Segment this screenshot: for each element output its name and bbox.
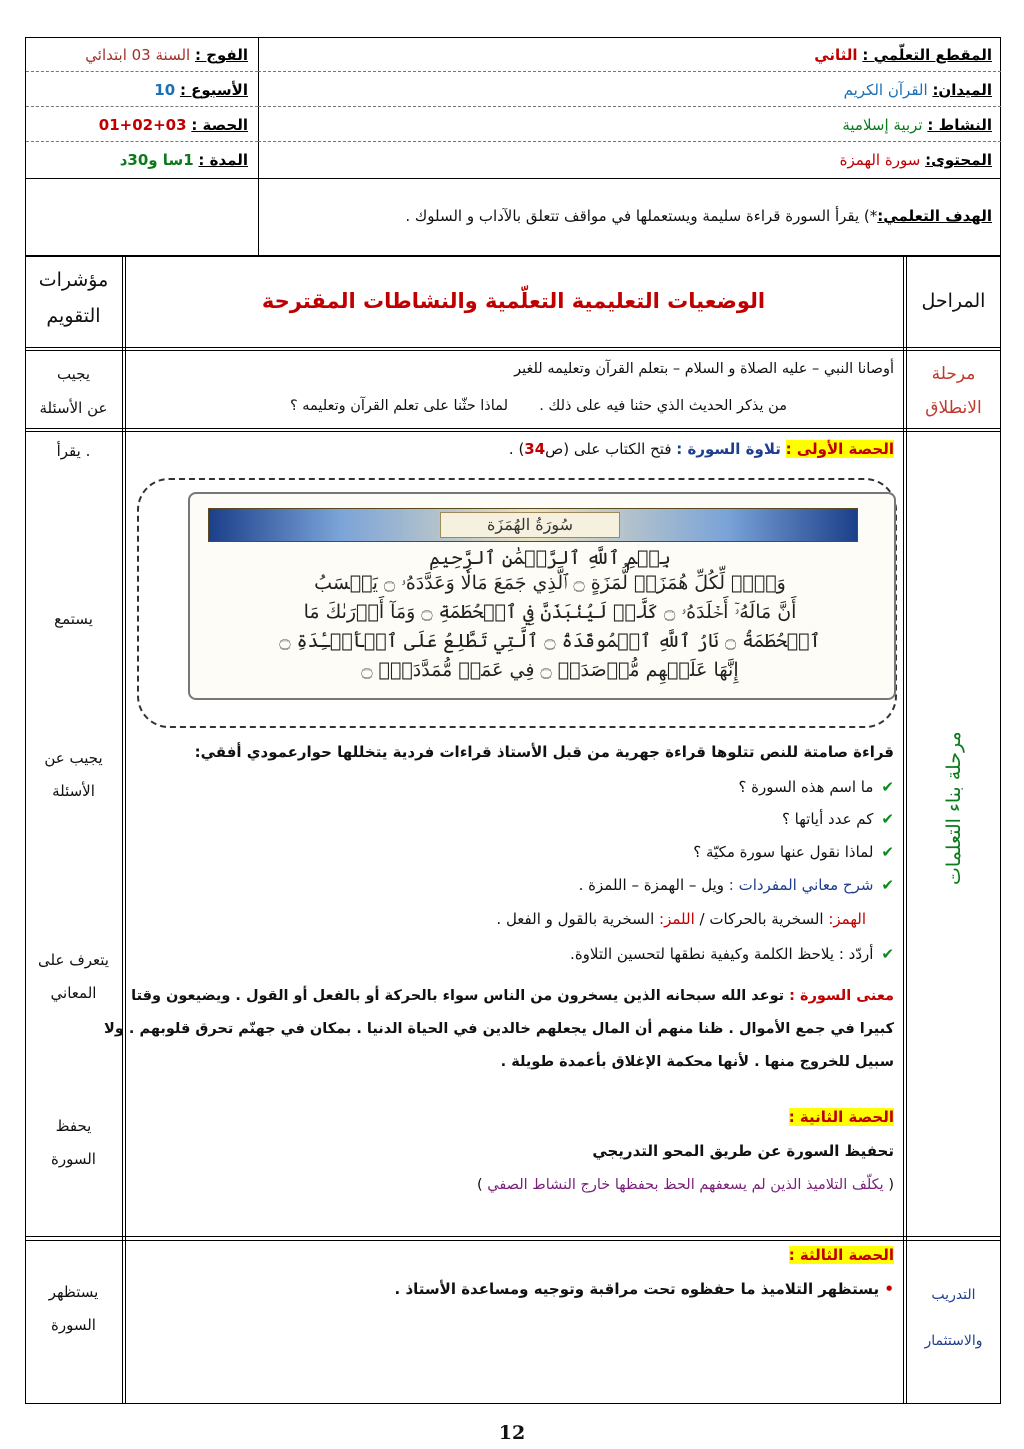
mudda-value: 1سا و30د [119,151,194,169]
question-2 [782,810,894,828]
meaning-label: معنى السورة : [789,988,894,1004]
indicator-memorize [25,1110,122,1176]
maqta-label: المقطع التعلّمي : [862,46,992,64]
maqta-row [814,46,992,64]
nashat-label: النشاط : [927,116,992,134]
check-icon: ✔ [881,843,894,861]
lesson-table [25,256,1001,1404]
build-stage: مرحلة بناء التعلمات [943,731,965,885]
launch-stage [906,357,1001,425]
session3-label-line [789,1246,894,1264]
check-icon: ✔ [881,778,894,796]
indicator-listens: يستمع [54,610,93,628]
launch-line2 [290,395,787,417]
launch-indicator [25,357,122,425]
hadaf-label: الهدف التعلمي: [877,207,992,225]
note-open-paren: ( [888,1177,894,1193]
repeat-line [570,945,894,963]
bullet-icon: • [884,1280,894,1298]
launch-question-b: لماذا حثّنا على تعلم القرآن وتعليمه ؟ [289,398,508,414]
launch-indicator-line1: يجيب [56,365,91,383]
usbu-label: الأسبوع : [179,81,248,99]
indicator-meanings-line2: المعاني [50,984,97,1002]
session1-title: تلاوة السورة : [676,440,781,458]
session2-note: يكلّف التلاميذ الذين لم يسعفهم الحظ بحفظها خارج النشاط الصفي [487,1177,884,1193]
session2-label-line [789,1108,894,1126]
session1-text-a: فتح الكتاب على (ص [545,440,672,458]
hamz-value: السخرية بالحركات [709,910,824,928]
usbu-row [154,81,248,99]
launch-indicator-line2: عن الأسئلة [39,399,108,417]
muhtawa-label: المحتوى: [925,151,992,169]
indicator-answers-line1: يجيب عن [44,749,103,767]
check-icon: ✔ [881,810,894,828]
reading-instructions: قراءة صامتة للنص تتلوها قراءة جهرية من قبل الأستاذ قراءات فردية يتخللها حوارعمودي أفقي: [194,743,894,761]
hadaf-value: *) يقرأ السورة قراءة سليمة ويستعملها في مواقف تتعلق بالآداب و السلوك . [405,207,878,225]
meaning-line-2: كبيرا في جمع الأموال . ظنا منهم أن المال يجعلهم خالدين في الحياة الدنيا . بمكان في جهنّم تحرق قلوبهم . ولا [104,1021,894,1037]
nashat-value: تربية إسلامية [842,116,923,134]
session1-text-b: ) . [508,440,525,458]
hissa-label: الحصة : [191,116,248,134]
usbu-value: 10 [154,81,176,99]
midan-row [844,81,992,99]
quran-line-1: وَيۡلٞ لِّكُلِّ هُمَزَةٖ لُّمَزَةٍ ۝ ٱلَّذِي جَمَعَ مَالٗا وَعَدَّدَهُۥ ۝ يَحۡسَبُ [314,572,786,594]
repeat-value: يلاحظ الكلمة وكيفية نطقها لتحسين التلاوة. [570,945,835,963]
practice-stage-line2: والاستثمار [924,1333,983,1349]
meaning-line-1: توعد الله سبحانه الذين يسخرون من الناس سواء بالحركة أو بالفعل أو القول . ويضيعون وقتا [131,988,785,1004]
fawj-row [85,46,248,64]
indicator-meanings [25,944,122,1010]
indicator-reads: يقرأ . [56,442,91,460]
question-2-text: كم عدد أياتها ؟ [781,810,874,828]
indicators-header-line1: مؤشرات [38,269,109,291]
session2-note-line [477,1177,894,1193]
stages-header: المراحل [921,290,986,312]
indicators-header-line2: التقويم [46,305,101,327]
hissa-value: 01+02+03 [98,116,187,134]
session1-line [509,440,894,458]
vocab-value: ويل – الهمزة – اللمزة . [578,876,724,894]
question-1-text: ما اسم هذه السورة ؟ [738,778,874,796]
page-number: 12 [498,1422,526,1444]
practice-stage-line1: التدريب [931,1287,976,1303]
meaning-block [104,980,894,1079]
launch-stage-line1: مرحلة [931,364,976,384]
fawj-label: الفوج : [194,46,248,64]
hadaf-row [405,207,992,225]
maqta-value: الثاني [814,46,858,64]
launch-line1: أوصانا النبي – عليه الصلاة و السلام – بتعلم القرآن وتعليمه للغير [514,361,894,377]
session1-page: 34 [524,440,546,458]
session2-label: الحصة الثانية : [788,1108,894,1126]
indicator-answers-line2: الأسئلة [52,782,95,800]
question-3-text: لماذا نقول عنها سورة مكيّة ؟ [693,843,874,861]
session2-text: تحفيظ السورة عن طريق المحو التدريجي [592,1142,894,1160]
practice-stage [906,1272,1001,1364]
launch-stage-line2: الانطلاق [925,398,982,418]
lamz-separator: / [699,910,705,928]
indicator-memorize-line2: السورة [51,1150,96,1168]
practice-indicator-line2: السورة [51,1316,96,1334]
midan-value: القرآن الكريم [843,81,928,99]
fawj-value: السنة 03 ابتدائي [85,46,191,64]
mudda-label: المدة : [198,151,248,169]
nashat-row [842,116,992,134]
practice-indicator [25,1276,122,1342]
repeat-label: أردّد : [838,945,874,963]
vocab-line [579,876,894,894]
session1-label: الحصة الأولى : [785,440,894,458]
quran-line-4: إِنَّهَا عَلَيۡهِم مُّؤۡصَدَةٞ ۝ فِي عَمَدٖ مُّمَدَّدَةِۭ ۝ [361,659,739,681]
hissa-row [99,116,248,134]
indicator-meanings-line1: يتعرف على [38,951,109,969]
launch-question-a: من يذكر الحديث الذي حثنا فيه على ذلك . [539,398,787,414]
indicators-header [25,262,122,334]
indicator-memorize-line1: يحفظ [55,1117,92,1135]
lamz-value: السخرية بالقول و الفعل . [496,910,655,928]
practice-indicator-line1: يستظهر [48,1283,99,1301]
hamz-lamz-line [496,910,866,928]
midan-label: الميدان: [932,81,992,99]
practice-text: يستظهر التلاميذ ما حفظوه تحت مراقبة وتوجيه ومساعدة الأستاذ . [394,1280,880,1298]
quran-line-2: أَنَّ مَالَهُۥٓ أَخۡلَدَهُۥ ۝ كَلَّاۖ لَيُنۢبَذَنَّ فِي ٱلۡحُطَمَةِ ۝ وَمَآ أَدۡرَىٰكَ مَا [303,601,797,623]
question-1 [738,778,894,796]
note-close-paren: ) [476,1177,483,1193]
muhtawa-row [840,151,992,169]
lamz-label: اللمز: [659,910,695,928]
session3-label: الحصة الثالثة : [788,1246,894,1264]
mudda-row [120,151,248,169]
activities-header: الوضعيات التعليمية التعلّمية والنشاطات المقترحة [261,289,766,313]
question-3 [693,843,894,861]
meaning-line-3: سبيل للخروج منها . لأنها محكمة الإغلاق بأعمدة طويلة . [500,1054,894,1070]
quran-line-3: ٱلۡحُطَمَةُ ۝ نَارُ ٱللَّهِ ٱلۡمُوقَدَةُ ۝ ٱلَّتِي تَطَّلِعُ عَلَى ٱلۡأَفۡـِٔدَةِ ۝ [279,630,821,652]
hamz-label: الهمز: [828,910,866,928]
surah-banner-title: سُورَةُ الهُمَزَة [440,512,620,538]
check-icon: ✔ [881,945,894,963]
vocab-label: شرح معاني المفردات : [728,876,874,894]
check-icon: ✔ [881,876,894,894]
muhtawa-value: سورة الهمزة [839,151,921,169]
practice-text-line [395,1280,894,1298]
indicator-answers [25,742,122,808]
quran-line-basmala: بِسۡمِ ٱللَّهِ ٱلرَّحۡمَٰنِ ٱلرَّحِيمِ [429,547,671,569]
